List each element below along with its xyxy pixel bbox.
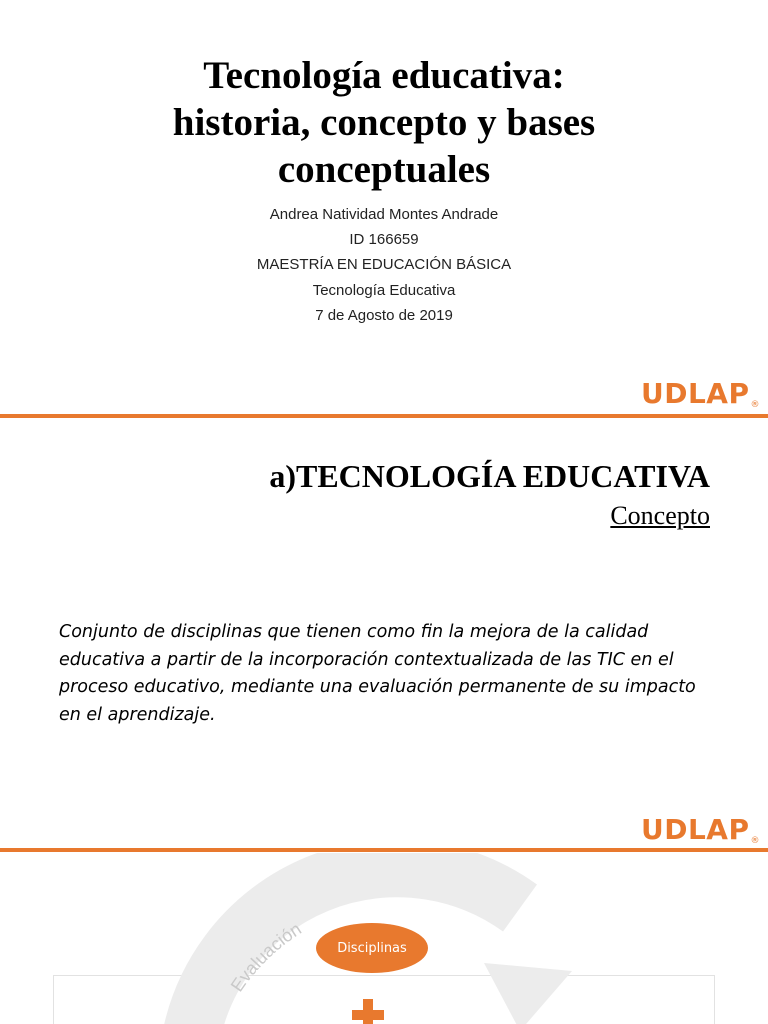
registered-mark: ® (750, 836, 760, 846)
author-name: Andrea Natividad Montes Andrade (269, 206, 499, 223)
course-name: Tecnología Educativa (312, 282, 456, 299)
title-line-3: conceptuales (277, 148, 491, 191)
student-id: ID 166659 (349, 231, 419, 248)
cycle-arrowhead (484, 963, 572, 1024)
program-name: MAESTRÍA EN EDUCACIÓN BÁSICA (256, 256, 512, 273)
diagram-slide (0, 853, 768, 1024)
slide-divider (0, 848, 768, 852)
title-line-2: historia, concepto y bases (172, 101, 596, 144)
logo-text: UDLAP (640, 377, 750, 410)
concept-slide (0, 419, 768, 849)
plus-icon (352, 999, 384, 1024)
udlap-logo (641, 813, 760, 846)
section-title: a)TECNOLOGÍA EDUCATIVA (269, 458, 710, 494)
disciplinas-node[interactable]: Disciplinas (316, 923, 428, 973)
udlap-logo (641, 377, 760, 410)
logo-text: UDLAP (640, 813, 750, 846)
registered-mark: ® (750, 400, 760, 410)
cycle-label-path: Evaluación (226, 918, 305, 996)
slide-divider (0, 414, 768, 418)
presentation-title (60, 52, 708, 193)
concept-definition: Conjunto de disciplinas que tienen como fin la mejora de la calidad educativa a partir de la incorporación contextualizada de las TIC en el proceso educativo, mediante una evaluación permanente de su impacto en el aprendizaje. (59, 622, 696, 725)
title-line-1: Tecnología educativa: (203, 54, 565, 97)
presentation-date: 7 de Agosto de 2019 (315, 307, 453, 324)
title-slide (0, 0, 768, 415)
section-subtitle: Concepto (610, 501, 710, 530)
